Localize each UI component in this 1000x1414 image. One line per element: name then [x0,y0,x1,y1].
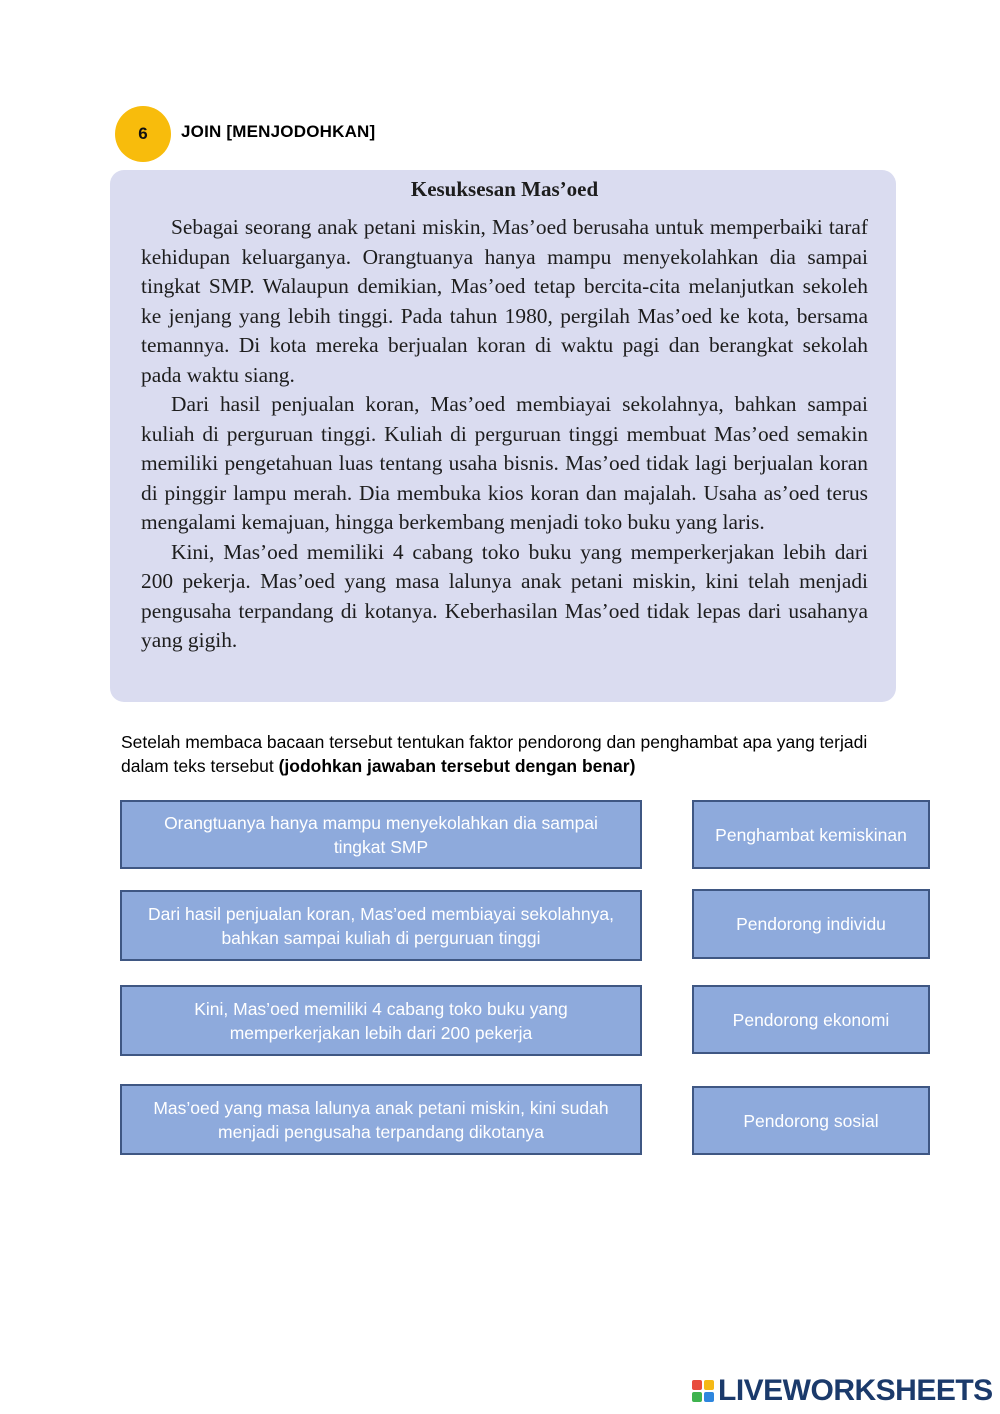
question-number-badge [115,106,171,162]
passage-paragraph-1: Sebagai seorang anak petani miskin, Mas’oed berusaha untuk memperbaiki taraf kehidupan keluarganya. Orangtuanya hanya mampu menyekolahkan dia sampai tingkat SMP. Walaupun demikian, Mas’oed tetap bercita-cita melanjutkan sekoleh ke jenjang yang lebih tinggi. Pada tahun 1980, pergilah Mas’oed ke kota, bersama temannya. Di kota mereka berjualan koran di waktu pagi dan berangkat sekolah pada waktu siang. [141,215,868,387]
passage-paragraph-3: Kini, Mas’oed memiliki 4 cabang toko buku yang memperkerjakan lebih dari 200 pekerja. Mas’oed yang masa lalunya anak petani miskin, kini telah menjadi pengusaha terpandang di kotanya. Keberhasilan Mas’oed tidak lepas dari usahanya yang gigih. [141,539,868,652]
question-number: 6 [138,124,148,143]
match-option-3[interactable]: Pendorong ekonomi [692,985,930,1054]
match-statement-1[interactable]: Orangtuanya hanya mampu menyekolahkan dia sampai tingkat SMP [120,800,642,869]
liveworksheets-logo [692,1374,993,1408]
match-option-4[interactable]: Pendorong sosial [692,1086,930,1155]
match-option-2[interactable]: Pendorong individu [692,889,930,959]
logo-text: LIVEWORKSHEETS [718,1374,993,1407]
instruction-emphasis: (jodohkan jawaban tersebut dengan benar) [278,756,636,776]
match-statement-3[interactable]: Kini, Mas’oed memiliki 4 cabang toko buku yang memperkerjakan lebih dari 200 pekerja [120,985,642,1056]
match-statement-2[interactable]: Dari hasil penjualan koran, Mas’oed membiayai sekolahnya, bahkan sampai kuliah di perguruan tinggi [120,890,642,961]
match-statement-4[interactable]: Mas’oed yang masa lalunya anak petani miskin, kini sudah menjadi pengusaha terpandang dikotanya [120,1084,642,1155]
section-title: JOIN [MENJODOHKAN] [181,122,376,141]
instruction-text [121,730,881,778]
passage-paragraph-2: Dari hasil penjualan koran, Mas’oed membiayai sekolahnya, bahkan sampai kuliah di perguruan tinggi. Kuliah di perguruan tinggi membuat Mas’oed semakin memiliki pengetahuan luas tentang usaha bisnis. Mas’oed tidak lagi berjualan koran di pinggir lampu merah. Dia membuka kios koran dan majalah. Usaha as’oed terus mengalami kemajuan, hingga berkembang menjadi toko buku yang laris. [141,392,868,534]
instruction-main: Setelah membaca bacaan tersebut tentukan faktor pendorong dan penghambat apa yang terjadi dalam teks tersebut [121,732,868,776]
passage-title: Kesuksesan Mas’oed [410,177,599,201]
match-option-1[interactable]: Penghambat kemiskinan [692,800,930,869]
logo-icon [692,1380,714,1402]
reading-passage [110,170,896,702]
